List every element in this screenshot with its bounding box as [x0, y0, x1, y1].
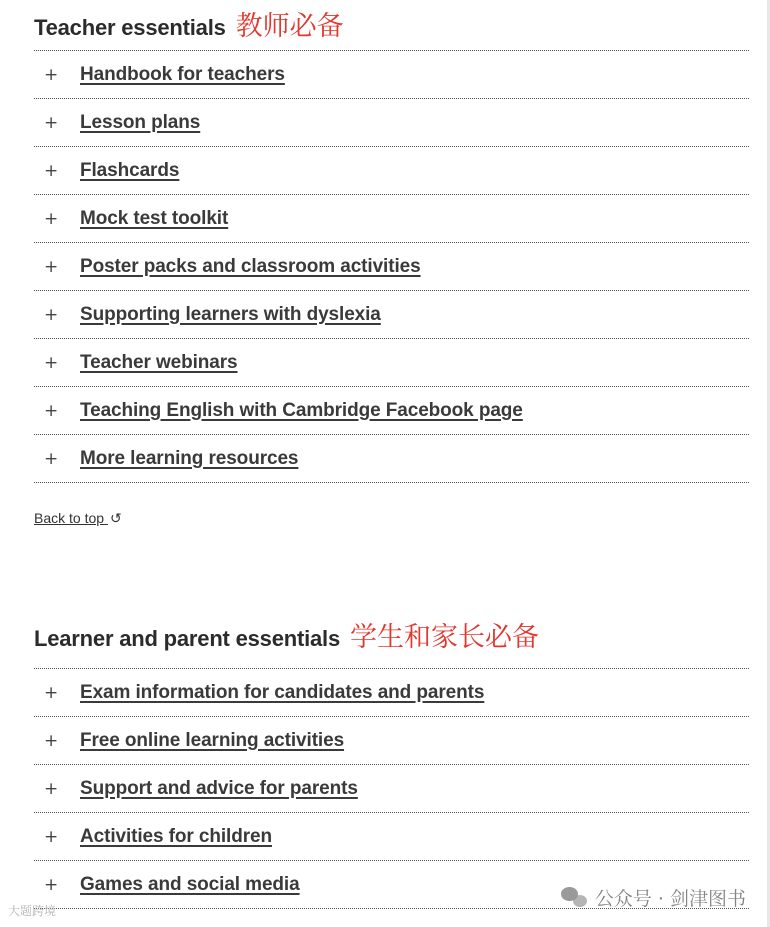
accordion-item-more-resources[interactable] — [34, 435, 749, 483]
plus-icon[interactable]: + — [44, 208, 59, 229]
teacher-essentials-section — [34, 0, 749, 483]
plus-icon[interactable]: + — [44, 874, 59, 895]
accordion-link[interactable]: Supporting learners with dyslexia — [80, 303, 381, 325]
plus-icon[interactable]: + — [44, 64, 59, 85]
wechat-watermark — [561, 884, 746, 911]
accordion-link[interactable]: Lesson plans — [80, 111, 201, 133]
plus-icon[interactable]: + — [44, 730, 59, 751]
accordion-link[interactable]: Teaching English with Cambridge Facebook page — [80, 399, 523, 421]
section-title-zh: 教师必备 — [235, 11, 344, 42]
learner-essentials-section — [34, 615, 749, 909]
accordion-item-facebook[interactable] — [34, 387, 749, 435]
accordion-item-mock-test[interactable] — [34, 195, 749, 243]
accordion-link[interactable]: More learning resources — [80, 447, 299, 469]
accordion-link[interactable]: Handbook for teachers — [80, 63, 285, 85]
plus-icon[interactable]: + — [44, 112, 59, 133]
plus-icon[interactable]: + — [44, 778, 59, 799]
accordion-link[interactable]: Teacher webinars — [80, 351, 238, 373]
accordion-item-children[interactable] — [34, 813, 749, 861]
section-title: Teacher essentials — [34, 15, 226, 40]
corner-watermark: 大题跨境 — [8, 904, 57, 918]
plus-icon[interactable]: + — [44, 352, 59, 373]
accordion-item-handbook[interactable] — [34, 51, 749, 99]
accordion-item-exam-info[interactable] — [34, 669, 749, 717]
accordion-link[interactable]: Flashcards — [80, 159, 180, 181]
wechat-icon — [561, 887, 589, 909]
accordion-item-poster-packs[interactable] — [34, 243, 749, 291]
watermark-text: 公众号 · 剑津图书 — [594, 888, 746, 910]
section-title-zh: 学生和家长必备 — [350, 622, 539, 653]
accordion-item-dyslexia[interactable] — [34, 291, 749, 339]
accordion-link[interactable]: Support and advice for parents — [80, 777, 358, 799]
accordion-item-lesson-plans[interactable] — [34, 99, 749, 147]
back-to-top-link[interactable] — [34, 510, 122, 527]
accordion-list — [34, 51, 749, 483]
plus-icon[interactable]: + — [44, 304, 59, 325]
accordion-link[interactable]: Mock test toolkit — [80, 207, 229, 229]
accordion-link[interactable]: Exam information for candidates and parents — [80, 681, 485, 703]
accordion-link[interactable]: Poster packs and classroom activities — [80, 255, 421, 277]
accordion-item-parents-support[interactable] — [34, 765, 749, 813]
accordion-link[interactable]: Games and social media — [80, 873, 300, 895]
section-heading — [34, 0, 749, 51]
back-to-top-icon[interactable]: ↺ — [109, 510, 122, 526]
plus-icon[interactable]: + — [44, 400, 59, 421]
accordion-link[interactable]: Activities for children — [80, 825, 272, 847]
back-to-top-label[interactable]: Back to top — [34, 510, 105, 526]
plus-icon[interactable]: + — [44, 256, 59, 277]
plus-icon[interactable]: + — [44, 448, 59, 469]
plus-icon[interactable]: + — [44, 160, 59, 181]
section-title: Learner and parent essentials — [34, 626, 340, 651]
accordion-list — [34, 669, 749, 909]
accordion-item-webinars[interactable] — [34, 339, 749, 387]
plus-icon[interactable]: + — [44, 682, 59, 703]
section-heading — [34, 615, 749, 669]
accordion-link[interactable]: Free online learning activities — [80, 729, 345, 751]
plus-icon[interactable]: + — [44, 826, 59, 847]
accordion-item-flashcards[interactable] — [34, 147, 749, 195]
accordion-item-free-online[interactable] — [34, 717, 749, 765]
